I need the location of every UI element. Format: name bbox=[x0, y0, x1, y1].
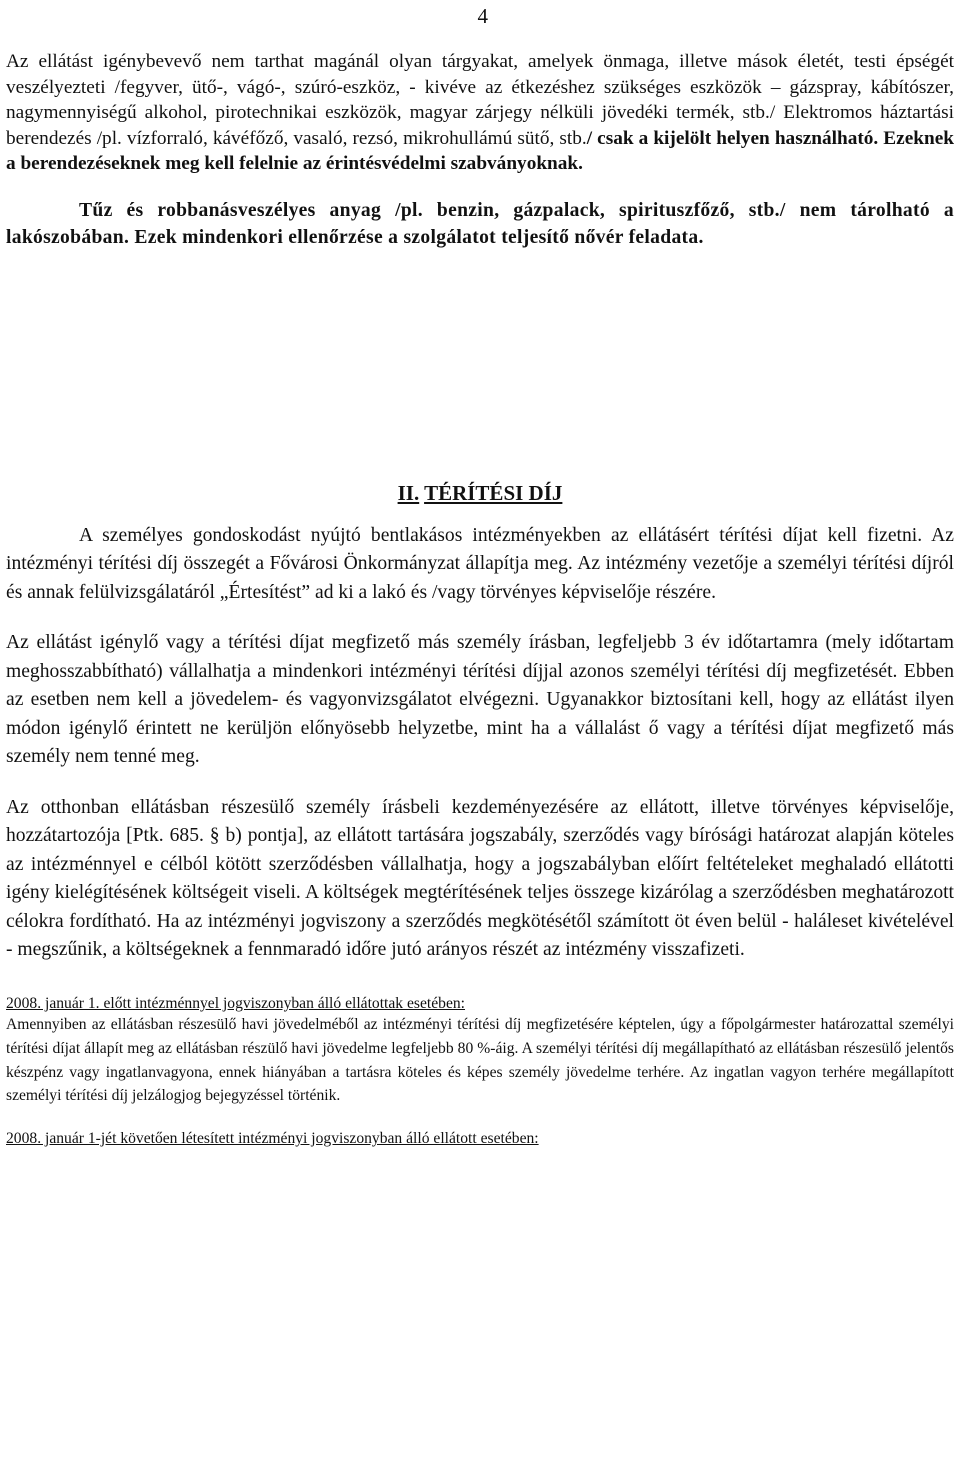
paragraph-fire-hazard: Tűz és robbanásveszélyes anyag /pl. benzin, gázpalack, spirituszfőző, stb./ nem tárolható a lakószobában. Ezek mindenkori ellenőrzése a szolgálatot teljesítő nővér feladata. bbox=[6, 199, 954, 248]
paragraph-prohibited-items-bold: / csak a kijelölt helyen használható. Ezeknek a berendezéseknek meg kell felelnie az érintésvédelmi szabványoknak. bbox=[6, 127, 954, 175]
section-number: II. bbox=[397, 480, 420, 505]
page-number: 4 bbox=[477, 4, 488, 28]
section-title: TÉRÍTÉSI DÍJ bbox=[424, 480, 563, 505]
note-heading-after-2008: 2008. január 1-jét követően létesített intézményi jogviszonyban álló ellátott esetében: bbox=[6, 1130, 539, 1148]
paragraph-extra-costs: Az otthonban ellátásban részesülő személy írásbeli kezdeményezésére az ellátott, illetve törvényes képviselője, hozzátartozója [Ptk. 685. § b) pontja], az ellátott tartására jogszabály, szerződés vagy bírósági határozat alapján köteles az intézménnyel e célból kötött szerződésben vállalhatja, hogy a jogszabályban előírt feltételeket meghaladó ellátotti igény kielégítésének költségeit viseli. A költségek megtérítésének teljes összege kizárólag a szerződésben meghatározott célokra fordítható. Ha az intézményi jogviszony a szerződés megkötésétől számított öt éven belül - haláleset kivételével - megszűnik, a költségeknek a fennmaradó időre jutó arányos részét az intézmény visszafizeti. bbox=[6, 796, 954, 961]
paragraph-fee-intro: A személyes gondoskodást nyújtó bentlakásos intézményekben az ellátásért térítési díjat kell fizetni. Az intézményi térítési díj összegét a Fővárosi Önkormányzat állapítja meg. Az intézmény vezetője a személyi térítési díjról és annak felülvizsgálatáról „Értesítést” ad ki a lakó és /vagy törvényes képviselője részére. bbox=[6, 524, 954, 603]
paragraph-fee-commitment: Az ellátást igénylő vagy a térítési díjat megfizető más személy írásban, legfeljebb 3 év időtartamra (mely időtartam meghosszabbítható) vállalhatja a mindenkori intézményi térítési díjjal azonos személyi térítési díj megfizetését. Ebben az esetben nem kell a jövedelem- és vagyonvizsgálatot elvégezni. Ugyanakkor biztosítani kell, hogy az ellátást ilyen módon igénylő érintett ne kerüljön előnyösebb helyzetbe, mint ha a vállalást ő vagy a térítési díjat megfizető más személy nem tenné meg. bbox=[6, 632, 954, 768]
paragraph-prohibited-items bbox=[6, 49, 954, 177]
note-heading-before-2008: 2008. január 1. előtt intézménnyel jogviszonyban álló ellátottak esetében: bbox=[6, 994, 466, 1012]
note-text-before-2008: Amennyiben az ellátásban részesülő havi jövedelméből az intézményi térítési díj megfizetésére képtelen, úgy a főpolgármester határozattal személyi térítési díjat állapít meg az ellátásban részülő havi jövedelme legfeljebb 80 %-áig. A személyi térítési díj megállapítható az ellátásban részesülő jelentős készpénz vagy ingatlanvagyona, ennek hiányában a tartásra köteles és képes személy jövedelme terhére. Az ingatlan vagyon terhére megállapított személyi térítési díj jelzálogjog bejegyzéssel történik. bbox=[6, 1015, 954, 1105]
section-heading bbox=[6, 481, 954, 506]
paragraph-prohibited-items-text: Az ellátást igénybevevő nem tarthat magánál olyan tárgyakat, amelyek önmaga, illetve mások életét, testi épségét veszélyezteti /fegyver, ütő-, vágó-, szúró-eszköz, - kivéve az étkezéshez szükséges eszközök – gázspray, kábítószer, nagymennyiségű alkohol, pirotechnikai eszközök, magyar zárjegy nélküli jövedéki termék, stb./ Elektromos háztartási berendezés /pl. vízforraló, kávéfőző, vasaló, rezsó, mikrohullámú sütő, stb. bbox=[6, 51, 954, 149]
document-body bbox=[6, 49, 954, 1148]
